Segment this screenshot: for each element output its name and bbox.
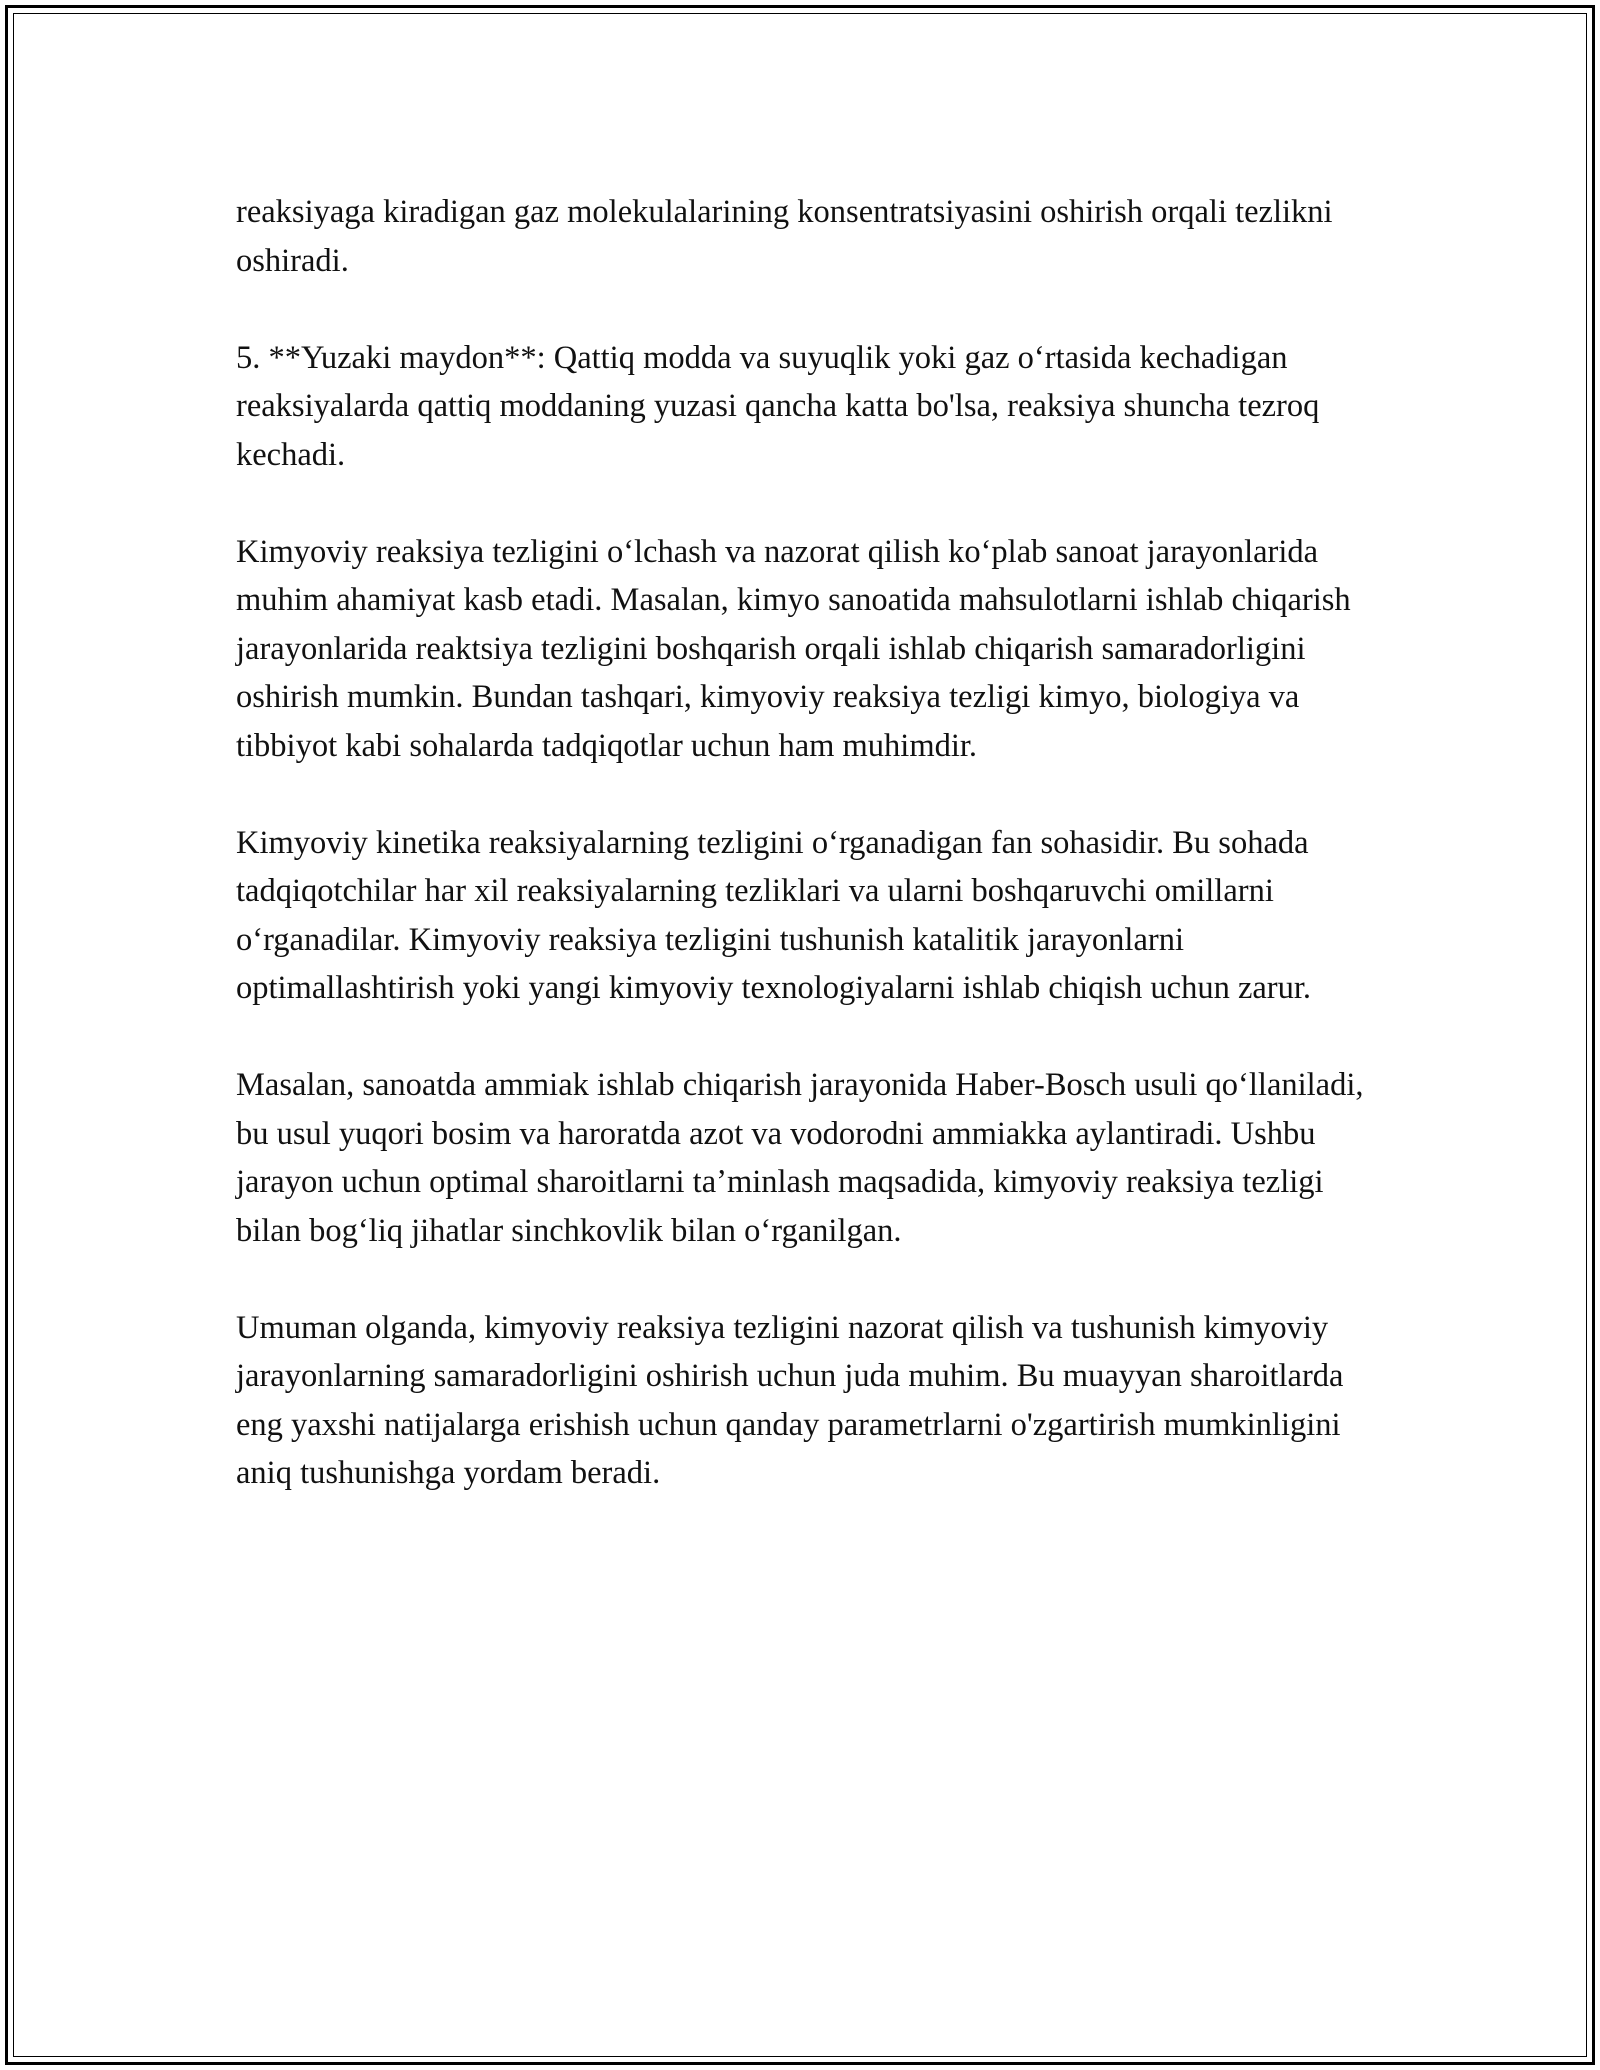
- paragraph-surface-area: 5. **Yuzaki maydon**: Qattiq modda va suyuqlik yoki gaz oʻrtasida kechadigan reaksiyalarda qattiq moddaning yuzasi qancha katta bo'lsa, reaksiya shuncha tezroq kechadi.: [236, 339, 1320, 473]
- paragraph-conclusion: Umuman olganda, kimyoviy reaksiya tezligini nazorat qilish va tushunish kimyoviy jarayonlarning samaradorligini oshirish uchun juda muhim. Bu muayyan sharoitlarda eng yaxshi natijalarga erishish uchun qanday parametrlarni o'zgartirish mumkinligini aniq tushunishga yordam beradi.: [236, 1309, 1344, 1491]
- paragraph-haber-bosch: Masalan, sanoatda ammiak ishlab chiqarish jarayonida Haber-Bosch usuli qoʻllaniladi, bu usul yuqori bosim va haroratda azot va vodorodni ammiakka aylantiradi. Ushbu jarayon uchun optimal sharoitlarni taʼminlash maqsadida, kimyoviy reaksiya tezligi bilan bogʻliq jihatlar sinchkovlik bilan oʻrganilgan.: [236, 1067, 1364, 1249]
- paragraph-continuation: reaksiyaga kiradigan gaz molekulalarining konsentratsiyasini oshirish orqali tezlikni oshiradi.: [236, 194, 1333, 279]
- document-body: [236, 188, 1366, 1498]
- paragraph-industrial-importance: Kimyoviy reaksiya tezligini oʻlchash va nazorat qilish koʻplab sanoat jarayonlarida muhim ahamiyat kasb etadi. Masalan, kimyo sanoatida mahsulotlarni ishlab chiqarish jarayonlarida reaktsiya tezligini boshqarish orqali ishlab chiqarish samaradorligini oshirish mumkin. Bundan tashqari, kimyoviy reaksiya tezligi kimyo, biologiya va tibbiyot kabi sohalarda tadqiqotlar uchun ham muhimdir.: [236, 533, 1351, 764]
- paragraph-chemical-kinetics: Kimyoviy kinetika reaksiyalarning tezligini oʻrganadigan fan sohasidir. Bu sohada tadqiqotchilar har xil reaksiyalarning tezliklari va ularni boshqaruvchi omillarni oʻrganadilar. Kimyoviy reaksiya tezligini tushunish katalitik jarayonlarni optimallashtirish yoki yangi kimyoviy texnologiyalarni ishlab chiqish uchun zarur.: [236, 824, 1312, 1006]
